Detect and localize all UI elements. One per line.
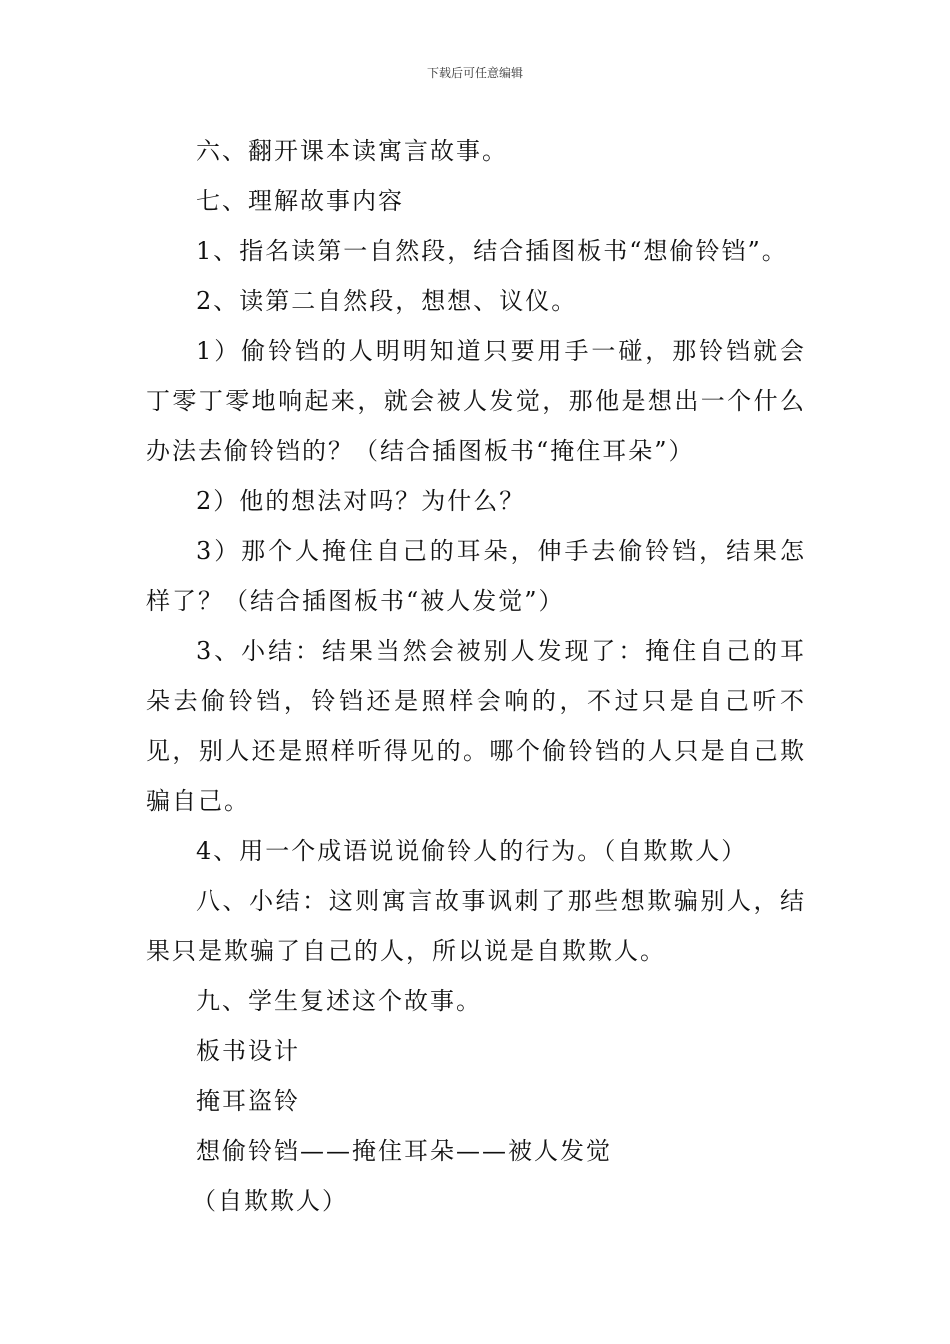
paragraph-section-seven: 七、理解故事内容 bbox=[196, 187, 404, 215]
paragraph-section-six: 六、翻开课本读寓言故事。 bbox=[196, 137, 508, 165]
board-design-title: 掩耳盗铃 bbox=[196, 1087, 300, 1115]
paragraph-subitem-3: 3）那个人掩住自己的耳朵，伸手去偷铃铛，结果怎样了？（结合插图板书“被人发觉”） bbox=[146, 537, 806, 615]
document-body bbox=[146, 126, 806, 1226]
paragraph-subitem-2: 2）他的想法对吗？为什么？ bbox=[196, 487, 526, 515]
paragraph-item-3-summary: 3、小结：结果当然会被别人发现了：掩住自己的耳朵去偷铃铛，铃铛还是照样会响的，不过只是自己听不见，别人还是照样听得见的。哪个偷铃铛的人只是自己欺骗自己。 bbox=[146, 637, 806, 815]
paragraph-item-1: 1、指名读第一自然段，结合插图板书“想偷铃铛”。 bbox=[196, 237, 788, 265]
paragraph-item-4: 4、用一个成语说说偷铃人的行为。（自欺欺人） bbox=[196, 837, 748, 865]
paragraph-item-2: 2、读第二自然段，想想、议仪。 bbox=[196, 287, 578, 315]
board-design-flow: 想偷铃铛——掩住耳朵——被人发觉 bbox=[196, 1137, 612, 1165]
paragraph-section-eight: 八、小结：这则寓言故事讽刺了那些想欺骗别人，结果只是欺骗了自己的人，所以说是自欺欺人。 bbox=[146, 887, 806, 965]
paragraph-subitem-1: 1）偷铃铛的人明明知道只要用手一碰，那铃铛就会丁零丁零地响起来，就会被人发觉，那他是想出一个什么办法去偷铃铛的？（结合插图板书“掩住耳朵”） bbox=[146, 337, 806, 465]
paragraph-section-nine: 九、学生复述这个故事。 bbox=[196, 987, 482, 1015]
board-design-heading: 板书设计 bbox=[196, 1037, 300, 1065]
page-header-note: 下载后可任意编辑 bbox=[426, 66, 523, 80]
board-design-idiom: （自欺欺人） bbox=[192, 1187, 348, 1215]
